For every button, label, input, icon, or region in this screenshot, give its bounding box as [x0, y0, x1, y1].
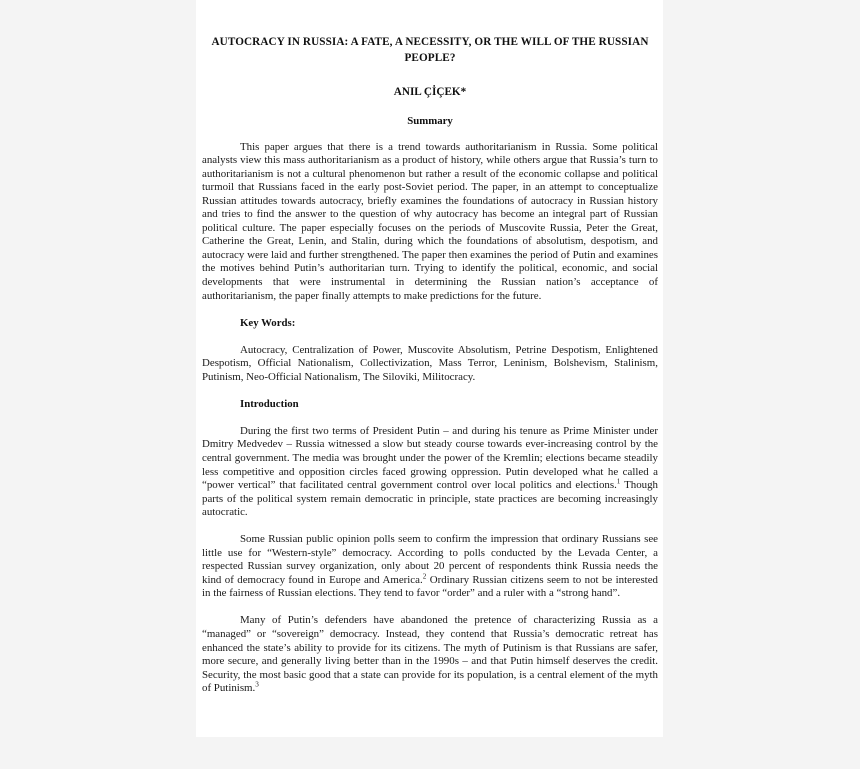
introduction-heading: Introduction	[240, 397, 299, 410]
page-title: AUTOCRACY IN RUSSIA: A FATE, A NECESSITY, OR THE WILL OF THE RUSSIAN PEOPLE?	[211, 36, 649, 64]
footnote-marker-1[interactable]: 1	[616, 477, 621, 486]
keywords-paragraph: Autocracy, Centralization of Power, Muscovite Absolutism, Petrine Despotism, Enlightened Despotism, Official Nationalism, Collectivization, Mass Terror, Leninism, Bolshevism, Stalinism, Putinism, Neo-Official Nationalism, The Siloviki, Militocracy.	[202, 343, 658, 383]
author-name: ANIL ÇİÇEK*	[393, 85, 467, 98]
keywords-heading: Key Words:	[240, 316, 296, 329]
footnote-marker-2[interactable]: 2	[422, 572, 427, 581]
spacer-par-2-3	[202, 601, 658, 615]
spacer-before-introduction	[202, 384, 658, 398]
document-content	[202, 0, 658, 696]
intro-par3-text-a: Many of Putin’s defenders have abandoned the pretence of characterizing Russia as a “managed” or “sovereign” democracy. Instead, they contend that Russia’s democratic retreat has enhanced the state’s ability to provide for its citizens. The myth of Putinism is that Russians are safer, more secure, and generally living better than in the 1990s – and that Putin himself deserves the credit. Security, the most basic good that a state can provide for its population, is a central element of the myth of Putinism.	[202, 614, 658, 695]
spacer-par-1-2	[202, 520, 658, 534]
spacer-after-introduction	[202, 411, 658, 425]
introduction-paragraph-1	[202, 425, 658, 520]
intro-par1-text-b: Though parts of the political system remain democratic in principle, state practices are becoming increasingly autocratic.	[202, 479, 658, 519]
introduction-paragraph-3	[202, 614, 658, 695]
intro-par2-text-a: Some Russian public opinion polls seem to confirm the impression that ordinary Russians see little use for “Western-style” democracy. According to polls conducted by the Levada Center, a respected Russian survey organization, only about 20 percent of respondents think Russia needs the kind of democracy found in Europe and America.	[202, 533, 658, 586]
summary-heading: Summary	[407, 114, 453, 127]
spacer-summary	[202, 128, 658, 141]
footnote-marker-3[interactable]: 3	[255, 680, 259, 689]
introduction-paragraph-2	[202, 533, 658, 601]
spacer-before-keywords	[202, 303, 658, 317]
summary-paragraph: This paper argues that there is a trend towards authoritarianism in Russia. Some political analysts view this mass authoritarianism as a product of history, while others argue that Russia’s turn to authoritarianism is not a cultural phenomenon but rather a result of the economic collapse and political turmoil that Russians faced in the early post-Soviet period. The paper, in an attempt to conceptualize Russian attitudes towards autocracy, briefly examines the foundations of autocracy in Russian history and tries to find the answer to the question of why autocracy has become an integral part of Russian political culture. The paper especially focuses on the periods of Muscovite Russia, Peter the Great, Catherine the Great, Lenin, and Stalin, during which the foundations of absolutism, despotism, and autocracy were laid and further strengthened. The paper then examines the period of Putin and examines the motives behind Putin’s authoritarian turn. Trying to identify the political, economic, and social developments that were instrumental in determining the Russian nation’s acceptance of authoritarianism, the paper finally attempts to make predictions for the future.	[202, 140, 658, 302]
spacer-after-keywords	[202, 330, 658, 344]
intro-par1-text-a: During the first two terms of President Putin – and during his tenure as Prime Minister under Dmitry Medvedev – Russia witnessed a slow but steady course towards ever-increasing control by the central government. The media was brought under the power of the Kremlin; elections became steadily less competitive and opposition circles faced growing oppression. Putin developed what he called a “power vertical” that facilitated central government control over local politics and elections.	[202, 424, 658, 492]
document-page	[196, 0, 663, 737]
intro-par2-text-b: Ordinary Russian citizens seem to not be interested in the fairness of Russian elections. They tend to favor “order” and a ruler with a “strong hand”.	[202, 573, 658, 600]
